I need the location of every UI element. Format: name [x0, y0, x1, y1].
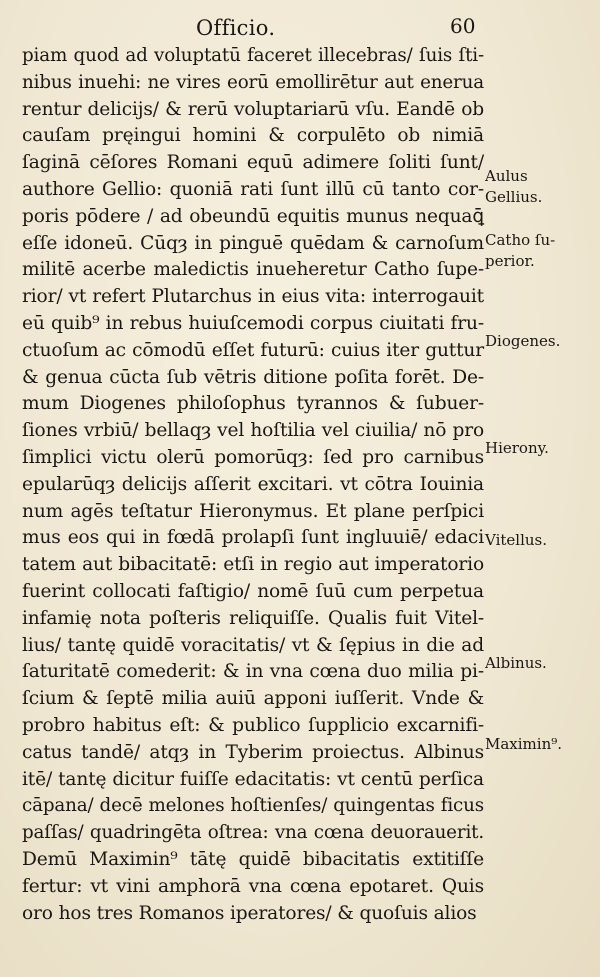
text-line: fuerint collocati faſtigio/ nomē ſuū cum perpetua [22, 580, 484, 602]
text-line: oro hos tres Romanos iperatores/ & quoſuis alios [22, 902, 477, 924]
margin-note-superior: perior. [485, 252, 535, 270]
text-line: itē/ tantę dicitur fuiſſe edacitatis: vt centū perſica [22, 768, 484, 790]
text-line: cauſam pręingui homini & corpulēto ob nimiā [22, 125, 484, 147]
text-line: ſaginā cēſores Romani equū adimere ſoliti ſunt/ [22, 152, 484, 174]
margin-note-hieronymus: Hierony. [485, 439, 549, 457]
text-line: epularūqȝ delicijs aſſerit excitari. vt cōtra Iouinia [22, 473, 484, 495]
text-line: ſimplici victu olerū pomorūqȝ: ſed pro carnibus [22, 446, 484, 468]
text-line: authore Gellio: quoniā rati ſunt illū cū tanto cor- [22, 178, 484, 200]
text-line: nibus inuehi: ne vires eorū emollirētur aut enerua [22, 71, 484, 93]
text-line: probro habitus eſt: & publico ſupplicio excarnifi- [22, 714, 484, 736]
margin-note-maximinus: Maximin⁹. [485, 735, 563, 753]
text-line: lius/ tantę quidē voracitatis/ vt & ſępius in die ad [22, 634, 484, 656]
text-line: mus eos qui in fœdā prolapſi ſunt ingluuiē/ edaci [22, 527, 484, 549]
text-line: cāpana/ decē melones hoſtienſes/ quingentas ficus [22, 795, 484, 817]
text-line: fertur: vt vini amphorā vna cœna epotaret. Quis [22, 875, 484, 897]
margin-note-gellius: Gellius. [485, 188, 543, 206]
margin-note-albinus: Albinus. [485, 654, 547, 672]
text-line: rior/ vt refert Plutarchus in eius vita: interrogauit [22, 286, 484, 308]
text-line: eſſe idoneū. Cūqȝ in pinguē quēdam & carnoſum [22, 232, 484, 254]
running-title: Officio. [196, 16, 276, 40]
main-text-block [22, 43, 484, 927]
margin-note-aulus: Aulus [485, 167, 528, 185]
text-line: paſſas/ quadringēta oſtrea: vna cœna deuorauerit. [22, 822, 484, 844]
text-line: mum Diogenes philoſophus tyrannos & ſubuer- [22, 393, 484, 415]
page-header [0, 6, 600, 40]
text-line: ſaturitatē comederit: & in vna cœna duo milia pi- [22, 661, 484, 683]
text-line: ſiones vrbiū/ bellaqȝ vel hoſtilia vel ciuilia/ nō pro [22, 420, 484, 442]
margin-note-vitellius: Vitellus. [485, 531, 547, 549]
margin-note-catho: Catho ſu- [485, 231, 556, 249]
text-line: ſcium & ſeptē milia auiū apponi iuſſerit. Vnde & [22, 688, 484, 710]
text-line: militē acerbe maledictis inueheretur Catho ſupe- [22, 259, 484, 281]
text-line: poris pōdere / ad obeundū equitis munus nequaꝗ̄ [22, 205, 484, 227]
text-line: infamię nota poſteris reliquiſſe. Qualis fuit Vitel- [22, 607, 484, 629]
folio-number: 60 [450, 14, 476, 38]
text-line: & genua cūcta ſub vētris ditione poſita forēt. De- [22, 366, 484, 388]
text-line: ctuoſum ac cōmodū eſſet futurū: cuius iter guttur [22, 339, 484, 361]
text-line: rentur delicijs/ & rerū voluptariarū vſu. Eandē ob [22, 98, 484, 120]
margin-note-diogenes: Diogenes. [485, 332, 561, 350]
text-line: tatem aut bibacitatē: etſi in regio aut imperatorio [22, 554, 484, 576]
text-line: catus tandē/ atqȝ in Tyberim proiectus. Albinus [22, 741, 484, 763]
text-line: eū quib⁹ in rebus huiuſcemodi corpus ciuitati fru- [22, 312, 484, 334]
text-line: num agēs teſtatur Hieronymus. Et plane perſpici [22, 500, 484, 522]
text-line: piam quod ad voluptatū faceret illecebras/ ſuis ſti- [22, 45, 484, 66]
text-line: Demū Maximin⁹ tātę quidē bibacitatis extitiſſe [22, 848, 484, 870]
